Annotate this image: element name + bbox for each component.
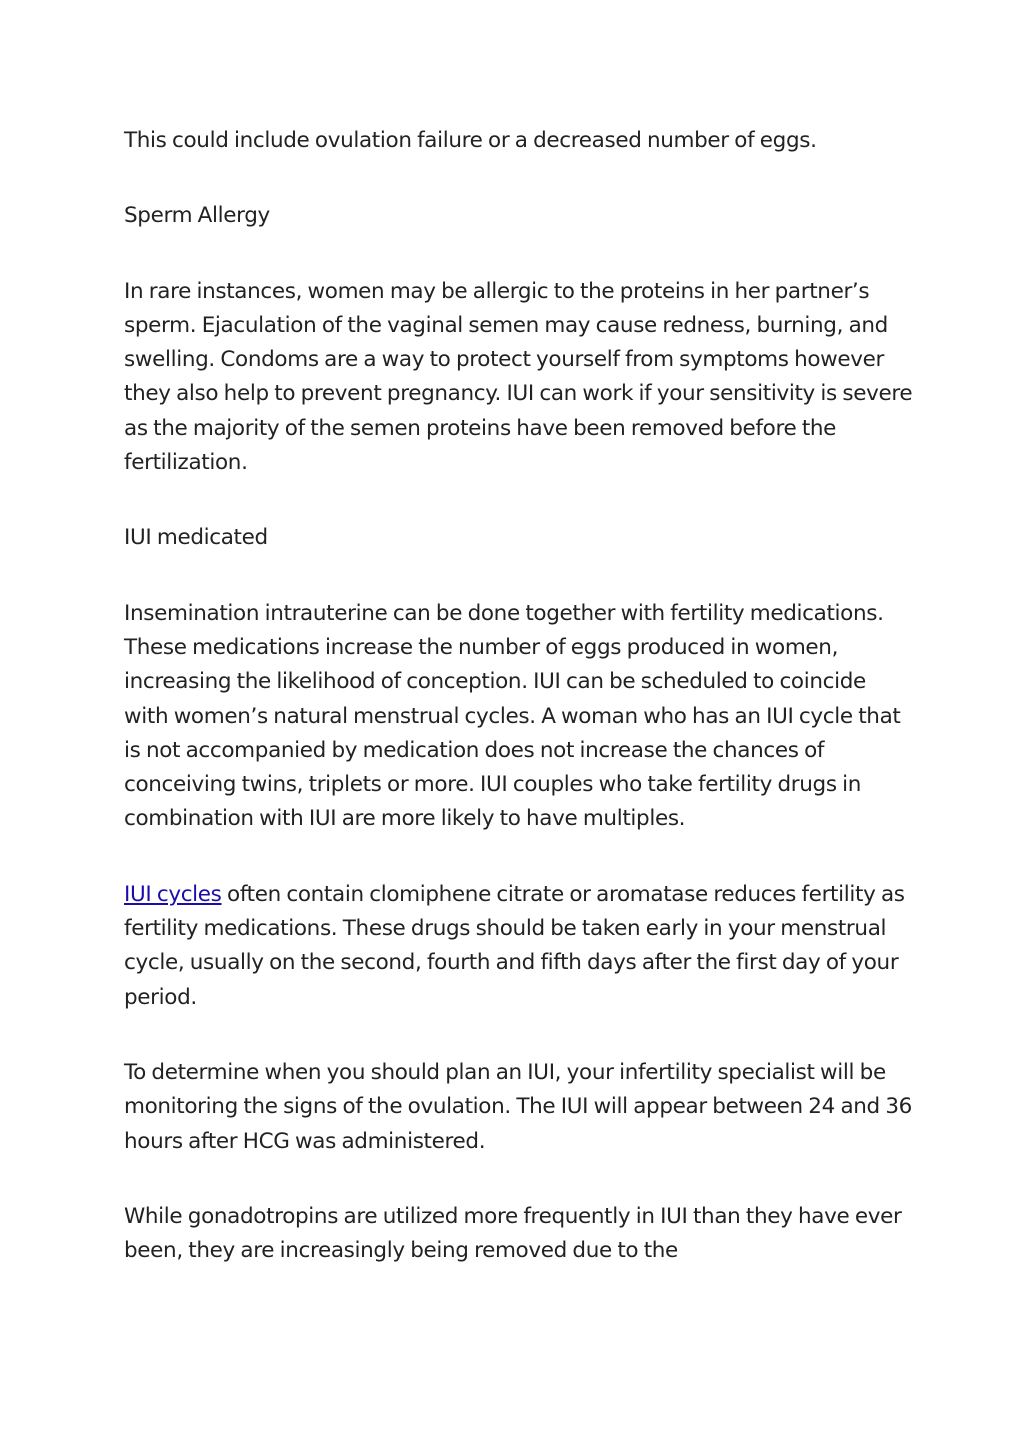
- paragraph-ovulation-monitoring: To determine when you should plan an IUI, your infertility specialist will be monitoring the signs of the ovulation. The IUI will appear between 24 and 36 hours after HCG was administered.: [124, 1059, 912, 1154]
- paragraph-iui-cycles: [124, 878, 914, 1015]
- paragraph-sperm-allergy: In rare instances, women may be allergic to the proteins in her partner’s sperm. Ejaculation of the vaginal semen may cause redness, burning, and swelling. Condoms are a way to protect yourself from symptoms however they also help to prevent pregnancy. IUI can work if your sensitivity is severe as the majority of the semen proteins have been removed before the fertilization.: [124, 278, 913, 476]
- paragraph-ovulation-failure: This could include ovulation failure or a decreased number of eggs.: [124, 128, 817, 153]
- heading-iui-medicated: IUI medicated: [124, 525, 268, 551]
- paragraph-iui-medications: Insemination intrauterine can be done together with fertility medications. These medications increase the number of eggs produced in women, increasing the likelihood of conception. IUI can be scheduled to coincide with women’s natural menstrual cycles. A woman who has an IUI cycle that is not accompanied by medication does not increase the chances of conceiving twins, triplets or more. IUI couples who take fertility drugs in combination with IUI are more likely to have multiples.: [124, 600, 901, 832]
- heading-sperm-allergy: Sperm Allergy: [124, 203, 270, 229]
- iui-cycles-text: often contain clomiphene citrate or aromatase reduces fertility as fertility medications. These drugs should be taken early in your menstrual cycle, usually on the second, fourth and fifth days after the first day of your period.: [124, 881, 905, 1010]
- iui-cycles-link[interactable]: IUI cycles: [124, 881, 222, 907]
- paragraph-gonadotropins: While gonadotropins are utilized more frequently in IUI than they have ever been, they are increasingly being removed due to the: [124, 1203, 902, 1264]
- document-page: [124, 124, 914, 1309]
